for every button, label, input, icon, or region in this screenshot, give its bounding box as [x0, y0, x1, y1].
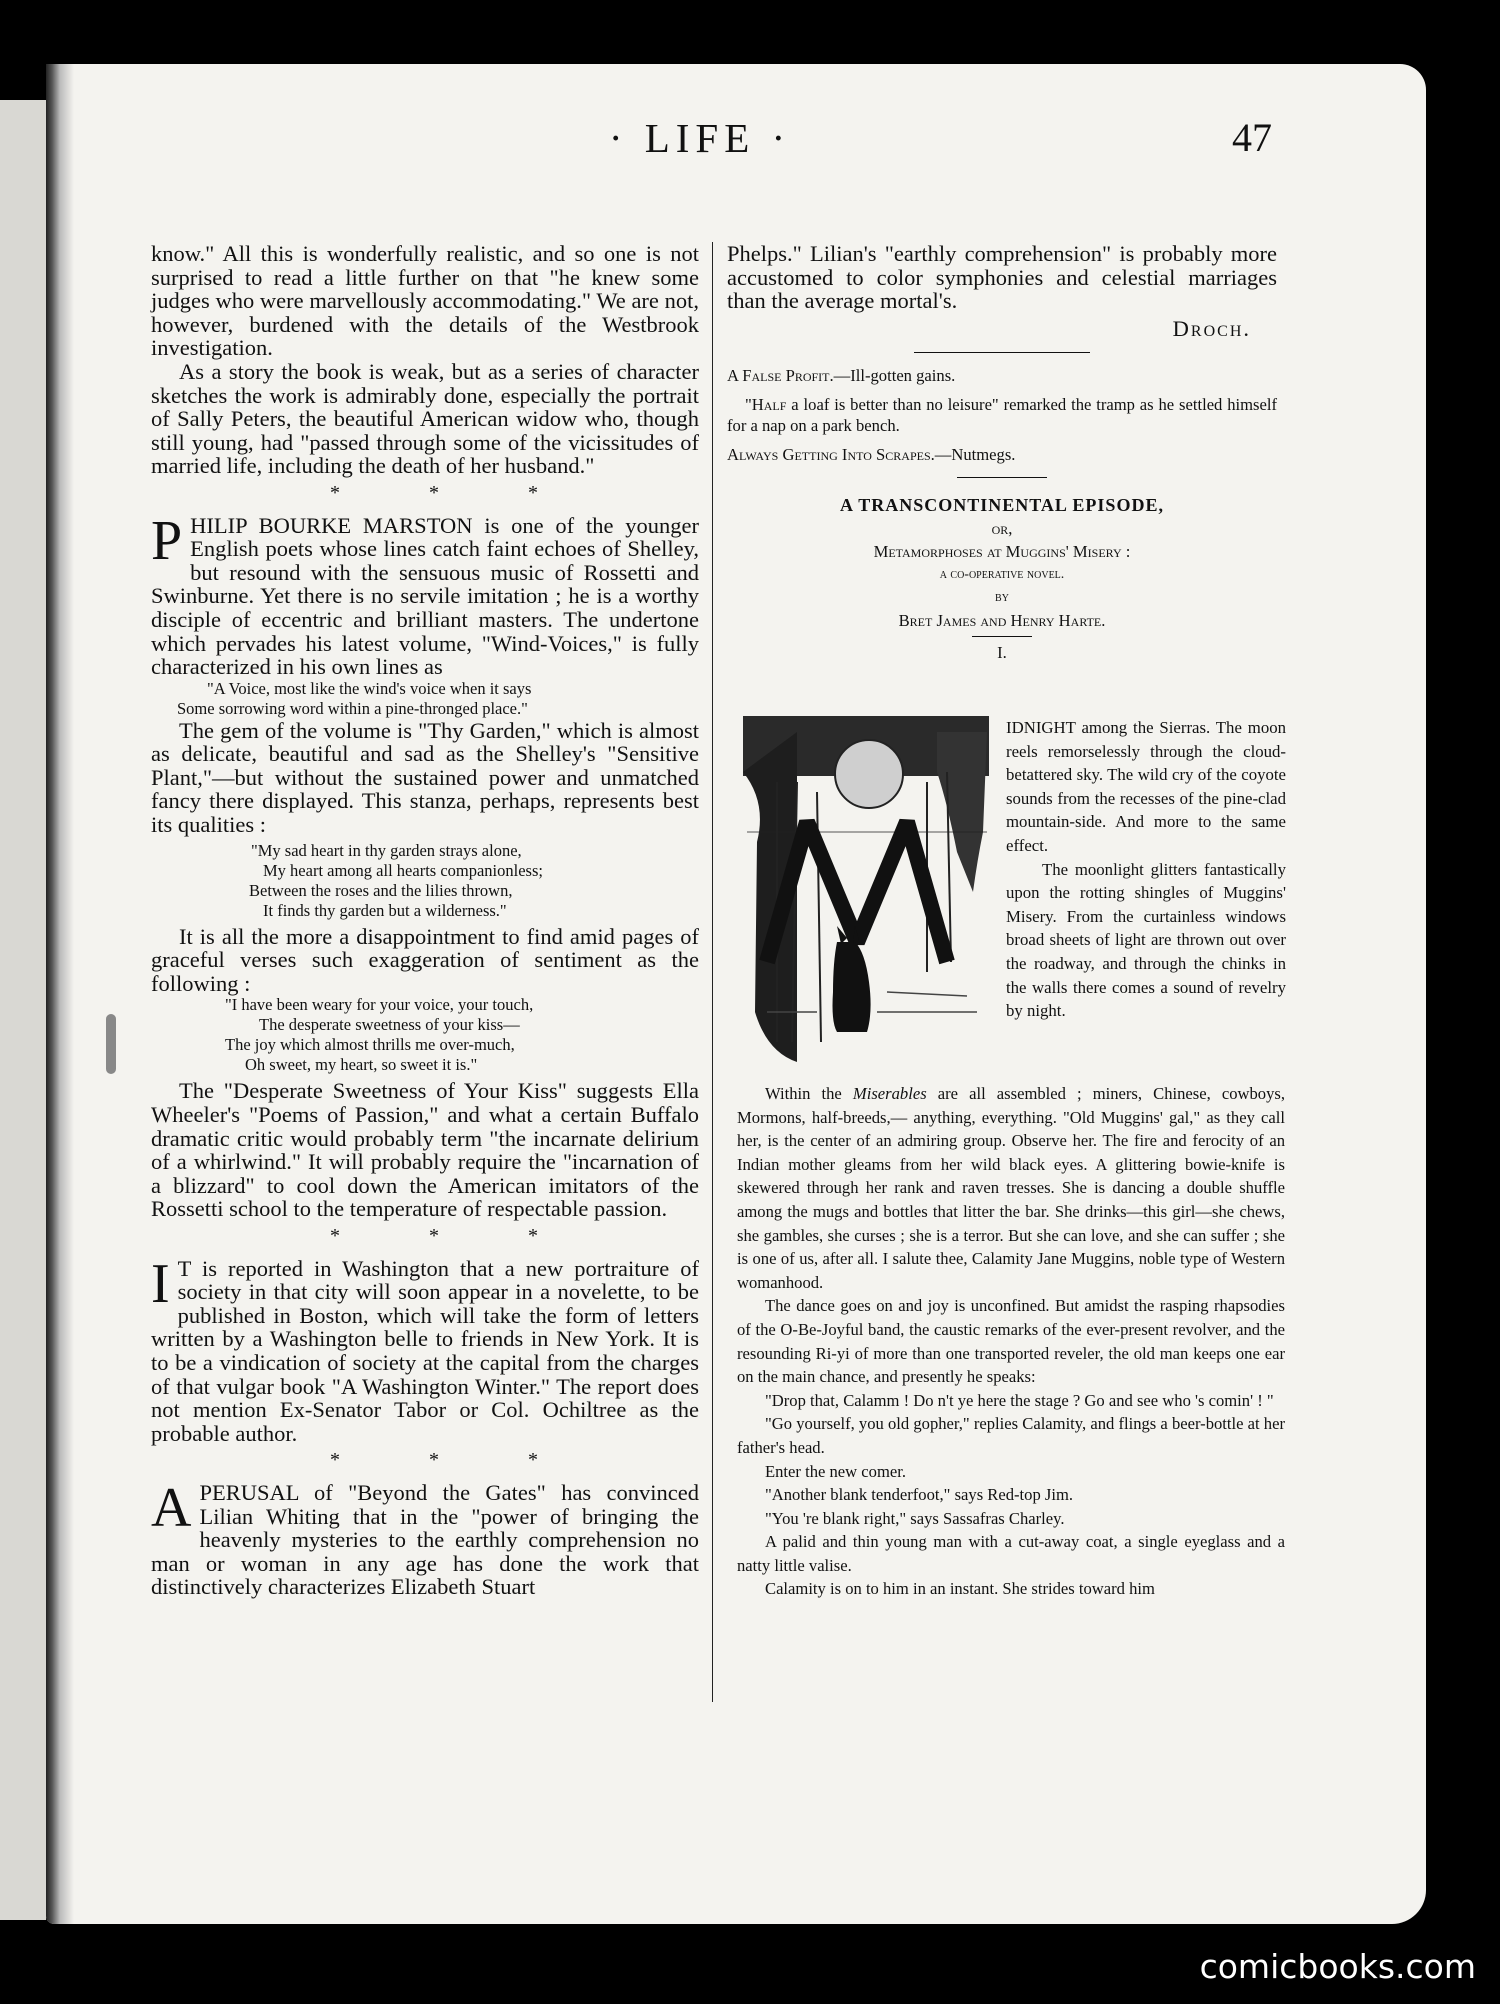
story-body — [737, 1082, 1285, 1601]
page-hole-mark — [106, 1014, 116, 1074]
paragraph: The moonlight glitters fantastically upon the rotting shingles of Muggins' Misery. From the curtainless windows broad sheets of light are thrown out over the roadway, and through the chinks in the walls there comes a sound of revelry by night. — [1006, 859, 1286, 1021]
story-authors: Bret James and Henry Harte. — [898, 611, 1106, 631]
verse-line: "A Voice, most like the wind's voice when it says — [207, 678, 532, 698]
paragraph: The dance goes on and joy is unconfined. But amidst the rasping rhapsodies of the O-Be-Joyful band, the caustic remarks of the ever-present revolver, and the resounding Ri-yi of more than one transported reveler, the old man keeps one ear on the main chance, and presently he speaks: — [737, 1296, 1285, 1387]
story-heading — [727, 494, 1277, 664]
wrapped-text-block — [1006, 716, 1286, 1023]
paragraph-perusal: APERUSAL of "Beyond the Gates" has convinced Lilian Whiting that in the "power of bringing the heavenly mysteries to the earthly comprehension no man or woman in any age has done the work that distinctively characterizes Elizabeth Stuart — [151, 1476, 699, 1600]
paragraph: The gem of the volume is "Thy Garden," which is almost as delicate, beautiful and sad as the Shelley's "Sensitive Plant,"—but without the sustained power and unmatched fancy there displayed. This stanza, perhaps, represents best its qualities : — [151, 717, 699, 838]
paragraph: The "Desperate Sweetness of Your Kiss" suggests Ella Wheeler's "Poems of Passion," and what a certain Buffalo dramatic critic would probably term "the incarnate delirium of a whirlwind." It will probably require the "incarnation of a blizzard" to cool down the American imitators of the Rossetti school to the temperature of respectable passion. — [151, 1078, 699, 1222]
paragraph: Calamity is on to him in an instant. She strides toward him — [765, 1579, 1155, 1599]
story-by: by — [995, 590, 1009, 606]
paragraph: Within the Miserables are all assembled ; miners, Chinese, cowboys, Mormons, half-breeds,— anything, everything. "Old Muggins' gal," as they call her, is the center of an admiring group. Observe her. The fire and ferocity of an Indian mother gleams from her wild black eyes. A glittering bowie-knife is skewered through her rank and raven tresses. She is dancing a double shuffle among the mugs and bottles that litter the bar. She drinks—this girl—she chews, she gambles, she curses ; she is a terror. But she can love, and she can suffer ; she is one of us, after all. I salute thee, Calamity Jane Muggins, noble type of Western womanhood. — [737, 1084, 1285, 1292]
magazine-title: · LIFE · — [608, 115, 792, 161]
joke-scrapes: Always Getting Into Scrapes.—Nutmegs. — [727, 445, 1016, 465]
story-subtitle: Metamorphoses at Muggins' Misery : — [873, 542, 1131, 562]
verse-line: "I have been weary for your voice, your touch, — [225, 995, 534, 1015]
section-separator: * * * — [330, 1449, 580, 1472]
paragraph: Phelps." Lilian's "earthly comprehension" is probably more accustomed to color symphonies and celestial marriages than the average mortal's. — [727, 241, 1277, 314]
adjacent-page-edge — [0, 100, 46, 1920]
drop-cap: I — [151, 1252, 170, 1315]
paragraph: "Go yourself, you old gopher," replies Calamity, and flings a beer-bottle at her father's head. — [737, 1414, 1285, 1457]
verse-line: Between the roses and the lilies thrown, — [249, 880, 513, 900]
divider-rule — [957, 477, 1047, 478]
story-title: A TRANSCONTINENTAL EPISODE, — [840, 495, 1164, 516]
section-separator: * * * — [330, 1225, 580, 1247]
page-gutter-shadow — [46, 64, 74, 1924]
divider-rule — [914, 352, 1090, 353]
paragraph: As a story the book is weak, but as a series of character sketches the work is admirably done, especially the portrait of Sally Peters, the beautiful American widow who, though still young, had "passed through some of the vicissitudes of married life, including the death of her husband." — [151, 358, 699, 479]
verse-line: Some sorrowing word within a pine-thronged place." — [177, 698, 528, 718]
verse-line: Oh sweet, my heart, so sweet it is." — [245, 1055, 478, 1075]
paragraph: know." All this is wonderfully realistic, and so one is not surprised to read a little further on that "he knew some judges who were marvellously accommodating." We are not, however, burdened with the details of the Westbrook investigation. — [151, 241, 699, 361]
right-column-top — [727, 242, 1277, 664]
paragraph: It is all the more a disappointment to find amid pages of graceful verses such exaggeration of sentiment as the following : — [151, 923, 699, 996]
verse-line: The joy which almost thrills me over-much, — [225, 1035, 515, 1055]
section-separator: * * * — [330, 481, 580, 504]
paragraph: A palid and thin young man with a cut-away coat, a single eyeglass and a natty little valise. — [737, 1532, 1285, 1575]
verse-line: My heart among all hearts companionless; — [263, 860, 543, 880]
site-watermark: comicbooks.com — [1199, 1947, 1476, 1986]
drop-cap: P — [151, 509, 183, 572]
paragraph: "Drop that, Calamm ! Do n't ye here the stage ? Go and see who 's comin' ! " — [765, 1390, 1274, 1410]
left-column — [151, 242, 699, 1599]
paragraph: Enter the new comer. — [765, 1461, 906, 1481]
joke-half-loaf: "Half a loaf is better than no leisure" remarked the tramp as he settled himself for a nap on a park bench. — [727, 395, 1277, 436]
paragraph-marston: PHILIP BOURKE MARSTON is one of the younger English poets whose lines catch faint echoes of Shelley, but resound with the sensuous music of Rossetti and Swinburne. Yet there is no servile imitation ; he is a worthy disciple of eccentric and brilliant masters. The undertone which pervades his latest volume, "Wind-Voices," is fully characterized in his own lines as — [151, 509, 699, 680]
verse-line: It finds thy garden but a wilderness." — [263, 900, 507, 920]
author-signature: Droch. — [1172, 315, 1251, 341]
chapter-number: I. — [997, 643, 1007, 663]
page-number: 47 — [1232, 115, 1272, 160]
joke-false-profit: A False Profit.—Ill-gotten gains. — [727, 366, 956, 386]
story-kind: a co-operative novel. — [939, 567, 1065, 583]
verse-line: The desperate sweetness of your kiss— — [259, 1015, 520, 1035]
column-divider — [712, 242, 713, 1702]
story-or: or, — [991, 519, 1013, 539]
drop-cap: A — [151, 1476, 192, 1539]
paragraph: "You 're blank right," says Sassafras Charley. — [765, 1508, 1065, 1528]
paragraph-washington: I T is reported in Washington that a new portraiture of society in that city will soon appear in a novelette, to be published in Boston, which will take the form of letters written by a Washington belle to friends in New York. It is to be a vindication of society at the capital from the charges of that vulgar book "A Washington Winter." The report does not mention Ex-Senator Tabor or Col. Ochiltree as the probable author. — [151, 1252, 699, 1446]
paragraph: "Another blank tenderfoot," says Red-top Jim. — [765, 1485, 1074, 1505]
verse-line: "My sad heart in thy garden strays alone, — [251, 840, 522, 860]
paragraph: IDNIGHT among the Sierras. The moon reels remorselessly through the cloud-betattered sky. The wild cry of the coyote sounds from the recesses of the pine-clad mountain-side. And more to the same effect. — [1006, 718, 1286, 855]
divider-rule — [972, 636, 1032, 637]
illustration-drop-cap-m — [737, 712, 995, 1067]
